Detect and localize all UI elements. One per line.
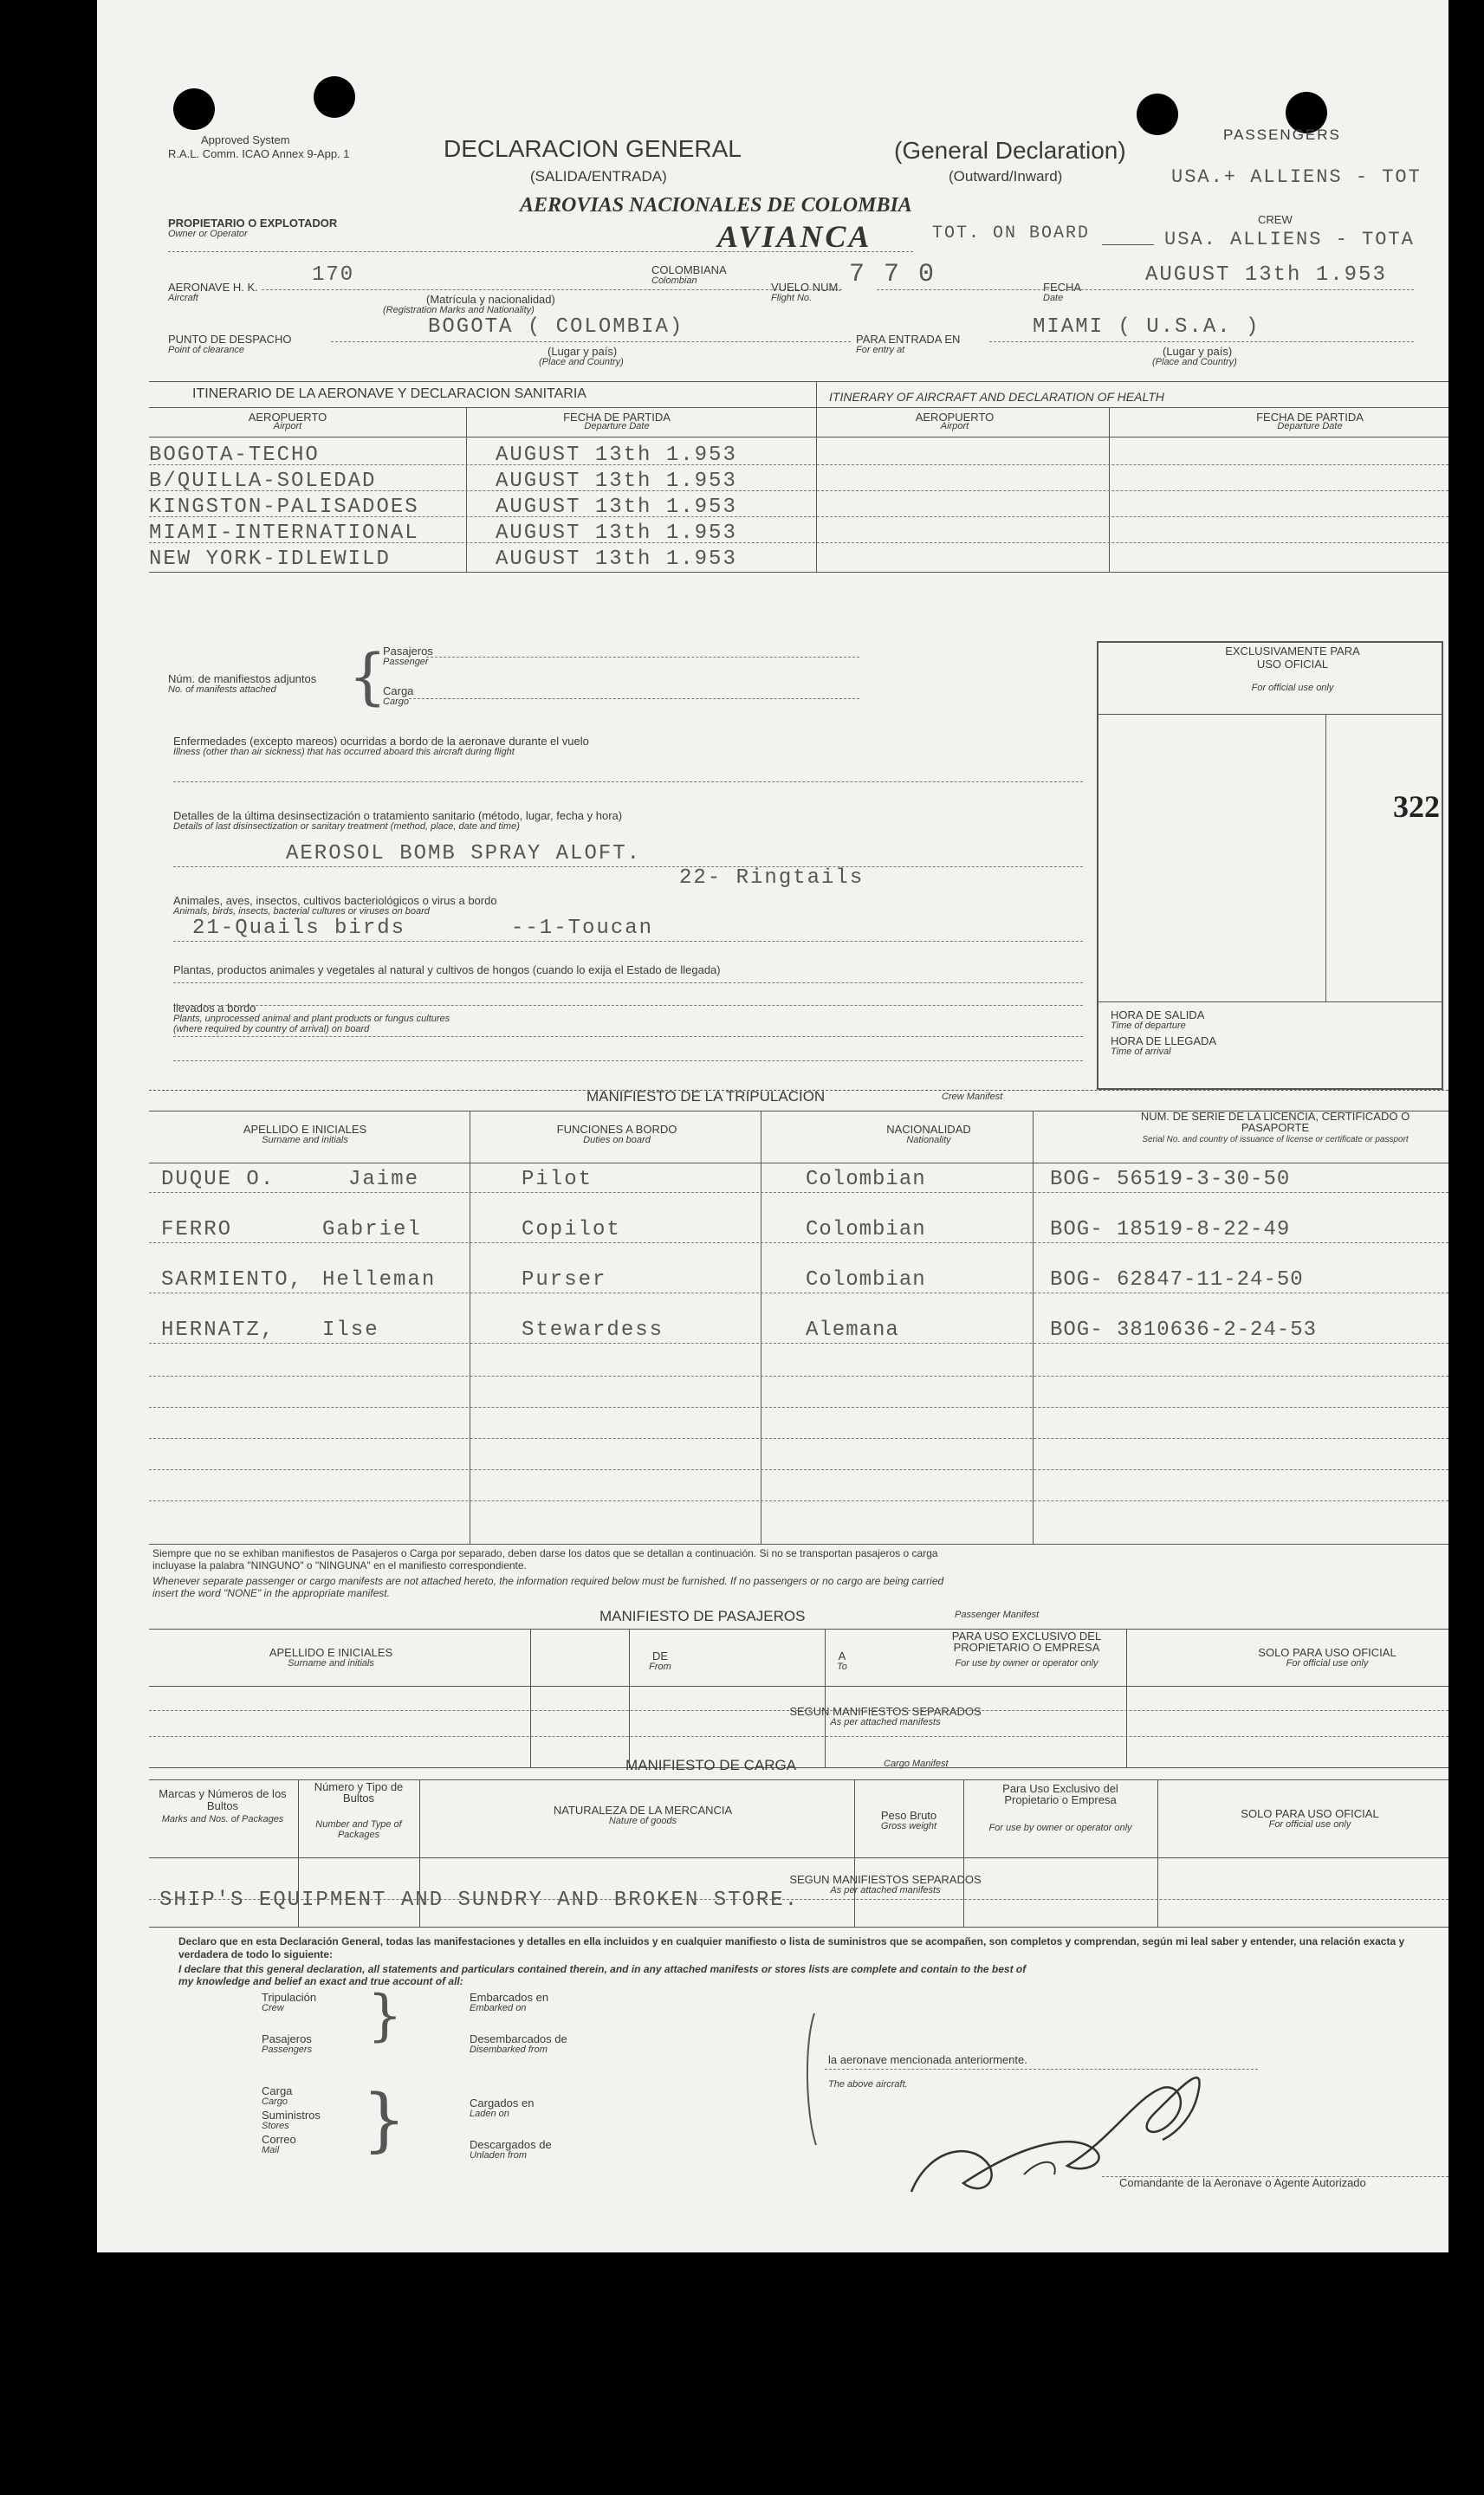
plants-label-2: llevados a bordo xyxy=(173,1001,256,1014)
crew-given-1: Jaime xyxy=(348,1168,420,1191)
crew-surname-3: SARMIENTO, xyxy=(161,1268,304,1292)
crew-surname-1: DUQUE O. xyxy=(161,1168,275,1191)
official-box-title-en: For official use only xyxy=(1251,683,1334,693)
pax-col-from-en: From xyxy=(649,1662,671,1672)
signer-label: Comandante de la Aeronave o Agente Autorizado xyxy=(1119,2176,1366,2189)
decl-embarked-en: Embarked on xyxy=(470,2003,527,2013)
pax-manifest-title: MANIFIESTO DE PASAJEROS xyxy=(599,1608,806,1624)
animals-label-en: Animals, birds, insects, bacterial cultures or viruses on board xyxy=(173,906,430,917)
itinerary-airport-2: B/QUILLA-SOLEDAD xyxy=(149,470,377,493)
cargo-col-weight-en: Gross weight xyxy=(880,1821,937,1831)
cargo-col-number: Número y Tipo de Bultos xyxy=(314,1780,404,1805)
manifest-passengers: Pasajeros xyxy=(383,645,433,658)
entry-label: PARA ENTRADA EN xyxy=(856,333,961,346)
cargo-col-number-en: Number and Type of Packages xyxy=(315,1819,402,1840)
date-value: AUGUST 13th 1.953 xyxy=(1145,263,1387,287)
crew-cert-4: BOG- 3810636-2-24-53 xyxy=(1050,1319,1318,1342)
itinerary-airport-1: BOGOTA-TECHO xyxy=(149,444,320,467)
arrival-time-label: HORA DE LLEGADA xyxy=(1111,1034,1217,1047)
approval-line-1: Approved System xyxy=(201,133,290,146)
disinsect-value: AEROSOL BOMB SPRAY ALOFT. xyxy=(286,842,642,865)
crew-manifest-title-en: Crew Manifest xyxy=(942,1092,1003,1102)
itinerary-date-1: AUGUST 13th 1.953 xyxy=(496,444,737,467)
crew-col-nationality: NACIONALIDAD xyxy=(886,1123,971,1136)
crew-col-cert-en: Serial No. and country of issuance of license or certificate or passport xyxy=(1142,1135,1409,1144)
pax-col-owner-en: For use by owner or operator only xyxy=(955,1658,1098,1669)
departure-label: PUNTO DE DESPACHO xyxy=(168,333,292,346)
crew-cert-2: BOG- 18519-8-22-49 xyxy=(1050,1218,1291,1241)
plants-label-en: Plants, unprocessed animal and plant products or fungus cultures xyxy=(173,1014,450,1024)
crew-surname-2: FERRO xyxy=(161,1218,233,1241)
official-box-title: EXCLUSIVAMENTE PARA USO OFICIAL xyxy=(1225,645,1360,671)
decl-disembarked: Desembarcados de xyxy=(470,2032,567,2045)
crew-col-cert: NUM. DE SERIE DE LA LICENCIA, CERTIFICADO O PASAPORTE xyxy=(1140,1110,1410,1134)
itinerary-date-3: AUGUST 13th 1.953 xyxy=(496,496,737,519)
title-es: DECLARACION GENERAL xyxy=(444,135,742,162)
declaration-en-2: my knowledge and belief an exact and true account of all: xyxy=(178,1975,463,1987)
cargo-separate-en: As per attached manifests xyxy=(830,1885,941,1896)
decl-loaded: Cargados en xyxy=(470,2096,535,2109)
cargo-separate: SEGUN MANIFIESTOS SEPARADOS xyxy=(789,1873,982,1886)
passengers-label: PASSENGERS xyxy=(1223,126,1341,143)
itinerary-title-en: ITINERARY OF AIRCRAFT AND DECLARATION OF HEALTH xyxy=(829,390,1164,404)
note-en-2: insert the word "NONE" in the appropriate manifest. xyxy=(152,1587,390,1599)
decl-cargo-1: Carga xyxy=(262,2084,293,2097)
manifest-cargo-en: Cargo xyxy=(383,697,409,707)
entry-label-en: For entry at xyxy=(856,345,905,355)
date-label: FECHA xyxy=(1043,281,1082,294)
pax-col-to: A xyxy=(838,1649,846,1662)
tot-on-board: TOT. ON BOARD xyxy=(932,224,1091,243)
crew-surname-4: HERNATZ, xyxy=(161,1319,275,1342)
crew-nat-1: Colombian xyxy=(806,1168,926,1191)
itinerary-col-airport-right: AEROPUERTO xyxy=(915,411,995,424)
crew-manifest-title: MANIFIESTO DE LA TRIPULACION xyxy=(586,1088,826,1105)
itinerary-col-airport-right-en: Airport xyxy=(940,421,969,431)
pax-col-name-en: Surname and initials xyxy=(288,1658,374,1669)
pax-col-owner: PARA USO EXCLUSIVO DEL PROPIETARIO O EMPRESA xyxy=(951,1630,1102,1654)
punch-hole-left xyxy=(173,88,215,130)
manifest-passengers-en: Passenger xyxy=(383,657,429,667)
decl-pax: Pasajeros xyxy=(262,2032,312,2045)
crew-nat-2: Colombian xyxy=(806,1218,926,1241)
subtitle-en: (Outward/Inward) xyxy=(949,168,1063,185)
pax-col-to-en: To xyxy=(837,1662,847,1672)
cargo-col-official: SOLO PARA USO OFICIAL xyxy=(1241,1807,1379,1820)
crew-col-nationality-en: Nationality xyxy=(906,1135,951,1145)
crew-col-name-en: Surname and initials xyxy=(262,1135,348,1145)
marks-label-en: (Registration Marks and Nationality) xyxy=(383,305,535,315)
flight-value: 7 7 0 xyxy=(849,260,936,289)
itinerary-airport-3: KINGSTON-PALISADOES xyxy=(149,496,419,519)
crew-duty-1: Pilot xyxy=(522,1168,593,1191)
pax-separate-en: As per attached manifests xyxy=(830,1717,941,1727)
pax-col-name: APELLIDO E INICIALES xyxy=(269,1646,393,1659)
crew-nat-3: Colombian xyxy=(806,1268,926,1292)
itinerary-date-5: AUGUST 13th 1.953 xyxy=(496,548,737,571)
illness-label-en: Illness (other than air sickness) that has occurred aboard this aircraft during flight xyxy=(173,747,515,757)
entry-place-label: (Lugar y país) xyxy=(1163,345,1233,358)
declaration-es: Declaro que en esta Declaración General, todas las manifestaciones y detalles en ella incluidos y en cualquier manifiesto o lista de suministros que se acompañen, son completos y comprendan, según mi leal saber y entender, una relación exacta y verdadera de todo lo siguiente: xyxy=(178,1935,1405,1960)
punch-hole-right xyxy=(1137,94,1178,135)
decl-embarked: Embarcados en xyxy=(470,1991,549,2004)
departure-place-label-en: (Place and Country) xyxy=(539,357,624,367)
decl-cargo-6: Mail xyxy=(262,2145,280,2155)
pax-separate: SEGUN MANIFIESTOS SEPARADOS xyxy=(789,1705,982,1718)
cargo-col-marks: Marcas y Números de los Bultos xyxy=(159,1787,287,1812)
pax-col-official-en: For official use only xyxy=(1286,1658,1369,1669)
cargo-manifest-title-en: Cargo Manifest xyxy=(884,1759,949,1769)
departure-place-label: (Lugar y país) xyxy=(548,345,618,358)
note-es-2: incluyase la palabra "NINGUNO" o "NINGUNA" en el manifiesto correspondiente. xyxy=(152,1559,527,1572)
decl-unloaded: Descargados de xyxy=(470,2138,552,2151)
nationality-value: COLOMBIANA xyxy=(651,263,727,276)
crew-col-name: APELLIDO E INICIALES xyxy=(243,1123,367,1136)
itinerary-col-date-right-en: Departure Date xyxy=(1277,421,1343,431)
disinsect-label: Detalles de la última desinsectización o tratamiento sanitario (método, lugar, fecha y hora) xyxy=(173,809,623,822)
crew-col-duty-en: Duties on board xyxy=(583,1135,651,1145)
decl-crew: Tripulación xyxy=(262,1991,317,2004)
itinerary-col-airport-en: Airport xyxy=(273,421,302,431)
animals-value-2: --1-Toucan xyxy=(511,917,654,940)
declaration-en-1: I declare that this general declaration, all statements and particulars contained therein, and in any attached manifests or stores lists are complete and contain to the best of xyxy=(178,1963,1027,1975)
crew-given-2: Gabriel xyxy=(322,1218,422,1241)
arrival-time-label-en: Time of arrival xyxy=(1111,1047,1171,1057)
itinerary-date-2: AUGUST 13th 1.953 xyxy=(496,470,737,493)
cargo-col-nature-en: Nature of goods xyxy=(608,1816,677,1826)
animals-value-3: 22- Ringtails xyxy=(679,866,865,890)
itinerary-col-date: FECHA DE PARTIDA xyxy=(563,411,671,424)
nationality-en: Colombian xyxy=(651,275,697,286)
brand-avianca: AVIANCA xyxy=(717,219,872,254)
bracket-stroke xyxy=(799,2010,825,2148)
entry-place-label-en: (Place and Country) xyxy=(1152,357,1237,367)
itinerary-col-date-en: Departure Date xyxy=(584,421,650,431)
pax-col-from: DE xyxy=(651,1649,669,1662)
cargo-col-marks-en: Marks and Nos. of Packages xyxy=(161,1814,284,1824)
itinerary-title: ITINERARIO DE LA AERONAVE Y DECLARACION SANITARIA xyxy=(192,386,586,401)
flight-label-en: Flight No. xyxy=(771,293,813,303)
crew-duty-3: Purser xyxy=(522,1268,607,1292)
decl-loaded-en: Laden on xyxy=(470,2109,509,2119)
crew-duty-4: Stewardess xyxy=(522,1319,664,1342)
cargo-typed-entry: SHIP'S EQUIPMENT AND SUNDRY AND BROKEN STORE. xyxy=(159,1889,800,1912)
crew-cert-1: BOG- 56519-3-30-50 xyxy=(1050,1168,1291,1191)
departure-time-label: HORA DE SALIDA xyxy=(1111,1008,1205,1021)
title-en: (General Declaration) xyxy=(894,137,1126,164)
crew-label: CREW xyxy=(1258,213,1293,226)
cargo-col-weight: Peso Bruto xyxy=(880,1809,937,1822)
plants-label: Plantas, productos animales y vegetales al natural y cultivos de hongos (cuando lo exija el Estado de llegada) xyxy=(173,963,721,976)
crew-line: USA. ALLIENS - TOTA xyxy=(1164,229,1415,250)
itinerary-col-date-right: FECHA DE PARTIDA xyxy=(1256,411,1364,424)
punch-hole-mid xyxy=(314,76,355,118)
decl-crew-en: Crew xyxy=(262,2003,284,2013)
aircraft-label: AERONAVE H. K. xyxy=(168,281,258,294)
aircraft-label-en: Aircraft xyxy=(168,293,198,303)
pax-manifest-title-en: Passenger Manifest xyxy=(955,1610,1040,1620)
animals-label: Animales, aves, insectos, cultivos bacteriológicos o virus a bordo xyxy=(173,894,497,907)
company-name: AEROVIAS NACIONALES DE COLOMBIA xyxy=(520,194,912,217)
owner-label: PROPIETARIO O EXPLOTADOR xyxy=(168,217,338,230)
departure-label-en: Point of clearance xyxy=(168,345,245,355)
manifests-label: Núm. de manifiestos adjuntos xyxy=(168,672,317,685)
decl-cargo-2: Cargo xyxy=(262,2096,288,2107)
passengers-line: USA.+ ALLIENS - TOT xyxy=(1171,166,1422,188)
itinerary-airport-4: MIAMI-INTERNATIONAL xyxy=(149,522,419,545)
entry-value: MIAMI ( U.S.A. ) xyxy=(1033,315,1260,339)
date-label-en: Date xyxy=(1043,293,1064,303)
decl-cargo-4: Stores xyxy=(262,2121,289,2131)
decl-cargo-3: Suministros xyxy=(262,2109,321,2122)
cargo-manifest-title: MANIFIESTO DE CARGA xyxy=(625,1757,797,1773)
cargo-col-owner-en: For use by owner or operator only xyxy=(988,1823,1132,1833)
note-es-1: Siempre que no se exhiban manifiestos de Pasajeros o Carga por separado, deben darse los datos que se detallan a continuación. Si no se transportan pasajeros o carga xyxy=(152,1547,938,1559)
decl-cargo-5: Correo xyxy=(262,2133,296,2146)
itinerary-date-4: AUGUST 13th 1.953 xyxy=(496,522,737,545)
crew-cert-3: BOG- 62847-11-24-50 xyxy=(1050,1268,1304,1292)
manifest-cargo: Carga xyxy=(383,684,414,697)
disinsect-label-en: Details of last disinsectization or sanitary treatment (method, place, date and time) xyxy=(173,821,520,832)
flight-label: VUELO NUM. xyxy=(771,281,841,294)
manifests-label-en: No. of manifests attached xyxy=(168,684,276,695)
itinerary-airport-5: NEW YORK-IDLEWILD xyxy=(149,548,391,571)
itinerary-col-airport: AEROPUERTO xyxy=(248,411,327,424)
stamp-number: 322 xyxy=(1393,789,1440,824)
decl-disembarked-en: Disembarked from xyxy=(470,2045,548,2055)
departure-value: BOGOTA ( COLOMBIA) xyxy=(428,315,684,339)
document-page: Approved System R.A.L. Comm. ICAO Annex 9-App. 1 DECLARACION GENERAL (General Declaration) (SALIDA/ENTRADA) (Outward/Inward) PASSENGERS USA.+ ALLIENS - TOT AEROVIAS NACIONALES DE COLOMBIA AVIANCA TOT. ON BOARD CREW USA. ALLIENS - TOTA PROPIETARIO O EXPLOTADOR Owner or Operator AERONAVE H. K. Aircraft 170 COLOMBIANA Colombian (Matrícula y nacionalidad) (Registration Marks and Nationality) VUELO NUM. Flight No. 7 7 0 FECHA Date AUGUST 13th 1.953 PUNTO DE DESPACHO Point of clearance BOGOTA ( COLOMBIA) (Lugar y país) (Place and Country) PARA ENTRADA EN For entry at MIAMI ( U.S.A. ) (Lugar y país) (Place and Country) ITINERARIO DE LA AERONAVE Y DECLARACION SANITARIA ITINERARY OF AIRCRAFT AND DECLARATION OF HEALTH AEROPUERTO Airport FECHA DE PARTIDA Departure Date AEROPUERTO Airport FECHA DE PARTIDA Departure Date BOGOTA-TECHO AUGUST 13th 1.953 B/QUILLA-SOLEDAD AUGUST 13th 1.953 KINGSTON-PALISADOES AUGUST 13th 1.953 MIAMI-INTERNATIONAL AUGUST 13th 1.953 NEW YORK-IDLEWILD AUGUST 13th 1.953 Núm. de manifiestos adjuntos No. of manifests attached { Pasajeros Passenger Carga Cargo Enfermedades (excepto mareos) ocurridas a bordo de la aeronave durante el vuelo Illness (other than air sickness) that has occurred aboard this aircraft during flight Detalles de la última desinsectización o tratamiento sanitario (método, lugar, fecha y hora) Details of last disinsectization or sanitary treatment (method, place, date and time) AEROSOL BOMB SPRAY ALOFT. 22- Ringtails Animales, aves, insectos, cultivos bacteriológicos o virus a bordo Animals, birds, insects, bacterial cultures or viruses on board 21-Quails birds --1-Toucan Plantas, productos animales y vegetales al natural y cultivos de hongos (cuando lo exija el Estado de llegada) llevados a bordo Plants, unprocessed animal and plant products or fungus cultures (where required by country of arrival) on board EXCLUSIVAMENTE PARA USO OFICIAL For official use only 322 HORA DE SALIDA Time of departure HORA DE LLEGADA Time of arrival MANIFIESTO DE LA TRIPULACION Crew Manifest APELLIDO E INICIALES Surname and initials FUNCIONES A BORDO Duties on board NACIONALIDAD Nationality NUM. DE SERIE DE LA LICENCIA, CERTIFICADO O PASAPORTE Serial No. and country of issuance of license or certificate or passport DUQUE O. Jaime Pilot Colombian BOG- 56519-3-30-50 FERRO Gabriel Copilot Colombian BOG- 18519-8-22-49 SARMIENTO, Helleman Purser Colombian BOG- 62847-11-24-50 HERNATZ, Ilse Stewardess Alemana BOG- 3810636-2-24-53 Siempre que no se exhiban manifiestos de Pasajeros o Carga por separado, deben darse los datos que se detallan a continuación. Si no se transportan pasajeros o carga incluyase la palabra "NINGUNO" o "NINGUNA" en el manifiesto correspondiente. Whenever separate passenger or cargo manifests are not attached hereto, the information required below must be furnished. If no passengers or no cargo are being carried insert the word "NONE" in the appropriate manifest. MANIFIESTO DE PASAJEROS Passenger Manifest APELLIDO E INICIALES Surname and initials DE From A To PARA USO EXCLUSIVO DEL PROPIETARIO O EMPRESA For use by owner or operator only SOLO PARA USO OFICIAL For official use only SEGUN MANIFIESTOS SEPARADOS As per attached manifests MANIFIESTO DE CARGA Cargo Manifest Marcas y Números de los Bultos Marks and Nos. of Packages Número y Tipo de Bultos Number and Type of Packages NATURALEZA DE LA MERCANCIA Nature of goods Peso Bruto Gross weight Para Uso Exclusivo del Propietario o Empresa For use by owner or operator only SOLO PARA USO OFICIAL For official use only SEGUN MANIFIESTOS SEPARADOS As per attached manifests SHIP'S EQUIPMENT AND SUNDRY AND BROKEN STORE. Declaro que en esta Declaración General, todas las manifestaciones y detalles en ella incluidos y en cualquier manifiesto o lista de suministros que se acompañen, son completos y comprendan, según mi leal saber y entender, una relación exacta y verdadera de todo lo siguiente: I declare that this general declaration, all statements and particulars contained therein, and in any attached manifests or stores lists are complete and contain to the best of my knowledge and belief an exact and true account of all: Tripulación Crew Pasajeros Passengers } Embarcados en Embarked on Desembarcados de Disembarked from Carga Cargo Suministros Stores Correo Mail } Cargados en Laden on Descargados de Unladen from la aeronave mencionada anteriormente. The above aircraft. Comandante de la Aeronave o Agente Autorizado xyxy=(97,0,1448,2252)
subtitle-es: (SALIDA/ENTRADA) xyxy=(530,168,667,185)
marks-label: (Matrícula y nacionalidad) xyxy=(426,293,555,306)
crew-nat-4: Alemana xyxy=(806,1319,899,1342)
departure-time-label-en: Time of departure xyxy=(1111,1021,1186,1031)
aircraft-value: 170 xyxy=(312,263,355,287)
owner-label-en: Owner or Operator xyxy=(168,229,248,239)
crew-given-3: Helleman xyxy=(322,1268,437,1292)
crew-duty-2: Copilot xyxy=(522,1218,621,1241)
decl-unloaded-en: Unladen from xyxy=(470,2150,528,2161)
pax-col-official: SOLO PARA USO OFICIAL xyxy=(1258,1646,1397,1659)
approval-line-2: R.A.L. Comm. ICAO Annex 9-App. 1 xyxy=(168,147,350,160)
cargo-col-owner: Para Uso Exclusivo del Propietario o Empresa xyxy=(1002,1782,1118,1806)
note-en-1: Whenever separate passenger or cargo manifests are not attached hereto, the information required below must be furnished. If no passengers or no cargo are being carried xyxy=(152,1575,944,1587)
decl-aircraft-en: The above aircraft. xyxy=(828,2079,908,2090)
animals-value-1: 21-Quails birds xyxy=(192,917,406,940)
crew-given-4: Ilse xyxy=(322,1319,379,1342)
decl-pax-en: Passengers xyxy=(262,2045,313,2055)
illness-label: Enfermedades (excepto mareos) ocurridas a bordo de la aeronave durante el vuelo xyxy=(173,735,589,748)
cargo-col-nature: NATURALEZA DE LA MERCANCIA xyxy=(553,1804,733,1817)
crew-col-duty: FUNCIONES A BORDO xyxy=(556,1123,677,1136)
cargo-col-official-en: For official use only xyxy=(1268,1819,1351,1830)
plants-label-en-2: (where required by country of arrival) on board xyxy=(173,1024,370,1034)
decl-aircraft: la aeronave mencionada anteriormente. xyxy=(828,2053,1027,2066)
